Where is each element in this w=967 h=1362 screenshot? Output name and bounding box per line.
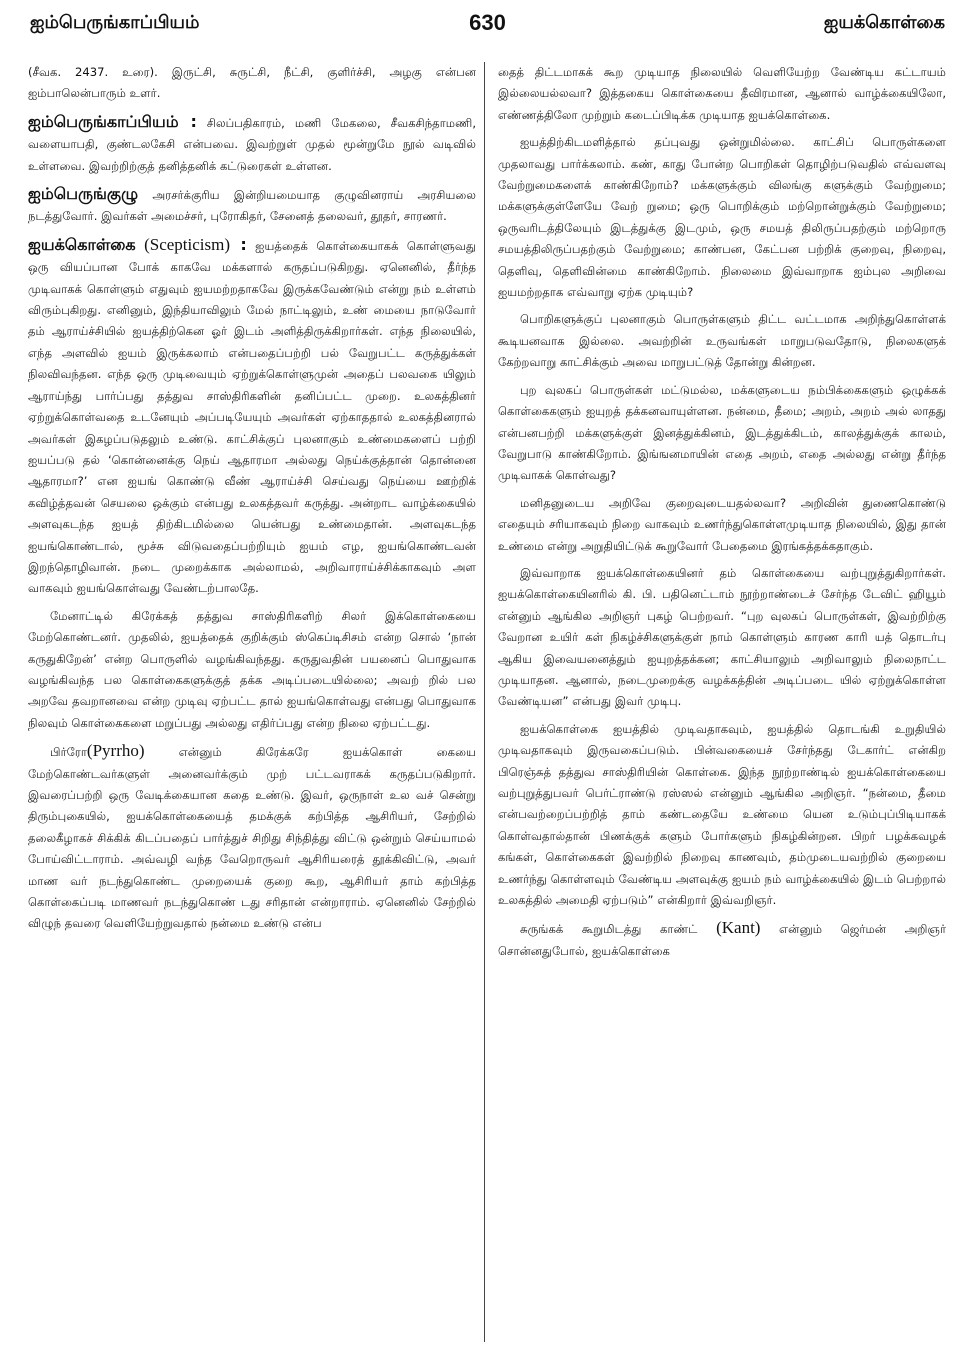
paragraph: புற வுலகப் பொருள்கள் மட்டுமல்ல, மக்களுடைய நம்பிக்கைகளும் ஒழுக்கக் கொள்கைகளும் ஐயுறத் தக்கனவாயுள்ளன. நன்மை, தீமை; அறம், அறம் அல் லாதது என்பனபற்றி மக்களுக்குள் இனத்துக்கினம், இடத்துக்கிடம், காலத்துக்குக் காலம், வேறுபாடு காண்கிறோம். இங்ஙனமாயின் எதை அறம், எதை அல்லது என்று தீர்ந்த முடிவாகக் கொள்வது? xyxy=(498,382,946,483)
running-title-right: ஐயக்கொள்கை xyxy=(823,12,945,33)
paragraph: இவ்வாறாக ஐயக்கொள்கையினர் தம் கொள்கையை வற்புறுத்துகிறார்கள். ஐயக்கொள்கையினரில் கி. பி. பதினெட்டாம் நூற்றாண்டைச் சேர்ந்த டேவிட் ஹியூம் என்னும் ஆங்கில அறிஞர் புகழ் பெற்றவர். “புற வுலகப் பொருள்கள், இவற்றிற்கு வேறான உயிர் கள் நிகழ்ச்சிகளுக்குள் நாம் கொள்ளும் காரண காரி யத் தொடர்பு ஆகிய இவையனைத்தும் ஐயுறத்தக்கன; காட்சியாலும் அறிவாலும் நிலைநாட்ட முடியாதன. ஆனால், நடைமுறைக்கு வழக்கத்தின் அடிப்படை யில் ஏற்றுக்கொள்ள வேண்டியன” என்பது இவர் முடிபு. xyxy=(498,565,946,709)
paragraph: பொறிகளுக்குப் புலனாகும் பொருள்களும் திட்ட வட்டமாக அறிந்துகொள்ளக் கூடியனவாக இல்லை. அவற்றின் உருவங்கள் மாறுபடுவதோடு, நிலைகளுக் கேற்றவாறு காட்சிக்கும் அவை மாறுபட்டுத் தோன்று கின்றன. xyxy=(498,312,946,370)
paragraph-body: சுருங்கக் கூறுமிடத்து காண்ட் xyxy=(520,922,698,937)
paragraph: மனிதனுடைய அறிவே குறைவுடையதல்லவா? அறிவின் துணைகொண்டு எதையும் சரியாகவும் நிறை வாகவும் உணர்ந்துகொள்ளமுடியாத நிலையில், இது தான் உண்மை என்று அறுதியிட்டுக் கூறுவோர் பேதைமை இரங்கத்தக்கதாகும். xyxy=(498,495,946,553)
paragraph: ஐயக்கொள்கை ஐயத்தில் முடிவதாகவும், ஐயத்தில் தொடங்கி உறுதியில் முடிவதாகவும் இருவகைப்படும். பின்வகையைச் சேர்ந்தது டேகார்ட் என்கிற பிரெஞ்சுத் தத்துவ சாஸ்திரியின் கொள்கை. இந்த நூற்றாண்டில் ஐயக்கொள்கையை வற்புறுத்துபவர் பெர்ட்ராண்டு ரஸ்ஸல் என்னும் ஆங்கில அறிஞர். “நன்மை, தீமை என்பவற்றைப்பற்றித் தாம் கண்டதையே உண்மை யென உடும்புப்பிடியாகக் கொள்வதால்தான் பிணக்குக் களும் போர்களும் நிகழ்கின்றன. பிறர் பழக்கவழக் கங்கள், கொள்கைகள் இவற்றில் நிறைவு காணவும், தம்முடையவற்றில் குறையை உணர்ந்து கொள்ளவும் வேண்டிய அளவுக்கு ஐயம் நம் வாழ்க்கையில் இடம் பெற்றால் உலகத்தில் அமைதி ஏற்படும்” என்கிறார் இவ்வறிஞர். xyxy=(498,721,946,908)
running-title-left: ஐம்பெருங்காப்பியம் xyxy=(30,12,200,33)
paragraph: தைத் திட்டமாகக் கூற முடியாத நிலையில் வெளியேற்ற வேண்டிய கட்டாயம் இல்லையல்லவா? இத்தகைய கொள்கையை தீவிரமான, ஆனால் வாழ்க்கையிலோ, எண்ணத்திலோ முற்றும் கடைப்பிடிக்க முடியாத ஐயக்கொள்கை. xyxy=(498,65,946,122)
paragraph: ஐயத்திற்கிடமளித்தால் தப்புவது ஒன்றுமில்லை. காட்சிப் பொருள்களை முதலாவது பார்க்கலாம். கண், காது போன்ற பொறிகள் தொழிற்படுவதில் எவ்வளவு வேற்றுமைகளைக் காண்கிறோம்? மக்களுக்கும் விலங்கு களுக்கும் வேற்றுமை; மக்களுக்குள்ளேயே வேற் றுமை; ஒரு பொறிக்கும் மற்றொன்றுக்கும் வேற்றுமை; ஒருவரிடத்திலேயும் இடத்துக்கு இடமும், ஒரு சமயத் திலிருப்பதற்கும் மற்றொரு சமயத்திலிருப்பதற்கும் வேற்றுமை; காண்பன, கேட்பன பற்றிக் குறைவு, நிறைவு, தெளிவு, தெளிவின்மை காண்கிறோம். நிலைமை இவ்வாறாக ஐம்புல அறிவை ஐயமற்றதாக எவ்வாறு ஏற்க முடியும்? xyxy=(498,135,946,300)
left-column xyxy=(28,62,476,1352)
entry-body: அரசர்க்குரிய இன்றியமையாத குழுவினராய் அரசியலை நடத்துவோர். இவர்கள் அமைச்சர், புரோகிதர், சேனைத் தலைவர், தூதர், சாரணர். xyxy=(28,188,476,224)
paragraph xyxy=(498,917,946,962)
right-column xyxy=(498,62,946,1352)
page-number: 630 xyxy=(469,10,506,35)
paragraph-body: என்னும் ஜெர்மன் அறிஞர் சொன்னதுபோல், ஐயக்கொள்கை xyxy=(498,922,946,958)
entry-heading: ஐயக்கொள்கை xyxy=(28,234,136,254)
entry-heading-latin: (Scepticism) xyxy=(144,234,231,254)
entry-heading-colon: : xyxy=(230,234,247,254)
entry-body: ஐயத்தைக் கொள்கையாகக் கொள்ளுவது ஒரு வியப்பான போக் காகவே மக்களால் கருதப்படுகிறது. ஏனெனில், தீர்ந்த முடிவாகக் கொள்ளும் எதுவும் ஐயமற்றதாகவே இருக்கவேண்டும் என்று நம் உள்ளம் விரும்புகிறது. எனினும், இந்தியாவிலும் மேல் நாட்டிலும், உண் மையை நாடுவோர் தம் ஆராய்ச்சியில் ஐயத்திற்கென ஓர் இடம் அளித்திருக்கிறார்கள். எந்த நிலையில், எந்த அளவில் ஐயம் இருக்கலாம் என்பதைப்பற்றி பல் வேறுபட்ட கருத்துக்கள் நிலவிவந்தன. எந்த ஒரு முடிவையும் ஏற்றுக்கொள்ளுமுன் அதைப் பலவகை யிலும் ஆராய்ந்து பார்ப்பது தத்துவ சாஸ்திரிகளின் தனிப்பட்ட முறை. உலகத்தினர் ஏற்றுக்கொள்வதை உடனேயும் அப்படியேயும் அவர்கள் ஏற்காததால் உலகத்தினரால் அவர்கள் இகழப்படுதலும் உண்டு. காட்சிக்குப் புலனாகும் உண்மைகளைப் பற்றி ஐயப்படு தல் ‘கொன்னைக்கு நெய் ஆதாரமா அல்லது நெய்க்குத்தான் தொன்னை ஆதாரமா?’ என ஐயங் கொண்டு வீண் ஆராய்ச்சி செய்வது நெய்யை ஊற்றிக் கவிழ்த்தவன் செயலை ஒக்கும் என்பது உலகத்தவர் கருத்து. அன்றாட வாழ்க்கையில் அளவுகடந்த ஐயத் திற்கிடமில்லை யென்பது உண்மைதான். அளவுகடந்த ஐயங்கொண்டால், மூச்சு விடுவதைப்பற்றியும் ஐயம் எழ, ஐயங்கொண்டவன் இறந்தொழிவான். நடை முறைக்காக அல்லாமல், அறிவாராய்ச்சிக்காகவும் அள வாகவும் ஐயங்கொள்வது வேண்டற்பாலதே. xyxy=(28,238,476,596)
entry-aimperunkappiyam xyxy=(28,111,476,177)
pyrrho-latin: (Pyrrho) xyxy=(86,741,145,761)
pyrrho-name: பிர்ரோ xyxy=(50,745,87,760)
page-header xyxy=(30,10,945,44)
paragraph-body: என்னும் கிரேக்கரே ஐயக்கொள் கையை மேற்கொண்டவர்களுள் அனைவர்க்கும் முற் பட்டவராகக் கருதப்படுகிறார். இவரைப்பற்றி ஒரு வேடிக்கையான கதை உண்டு. இவர், ஒருநாள் உல வச் சென்று திரும்புகையில், ஐயக்கொள்கையைத் தமக்குக் கற்பித்த ஆசிரியர், சேற்றில் தலைகீழாகச் சிக்கிக் கிடப்பதைப் பார்த்துச் சிறிது சிந்தித்து விட்டு ஒன்றும் செய்யாமல் போய்விட்டாராம். அவ்வழி வந்த வேறொருவர் ஆசிரியரைத் தூக்கிவிட்டு, அவர் மாண வர் நடந்துகொண்ட முறையைக் குறை கூற, ஆசிரியர் தாம் கற்பித்த கொள்கைப்படி மாணவர் நடந்துகொண் டது சரிதான் என்றாராம். ஏனெனில் சேற்றில் விழுந் தவரை வெளியேற்றுவதால் நன்மை உண்டு என்ப xyxy=(28,745,476,931)
column-divider xyxy=(484,62,485,1342)
paragraph xyxy=(28,740,476,935)
kant-latin: (Kant) xyxy=(716,918,761,938)
paragraph: மேனாட்டில் கிரேக்கத் தத்துவ சாஸ்திரிகளிற் சிலர் இக்கொள்கையை மேற்கொண்டனர். முதலில், ஐயத்தைக் குறிக்கும் ஸ்கெப்டிசிசம் என்ற சொல் ‘நான் கருதுகிறேன்’ என்ற பொருளில் வழங்கிவந்தது. கருதுவதின் பயனைப் பொதுவாக வழங்கிவந்த பல கொள்கைகளுக்குத் தக்க அடிப்படையில்லை; அவற் றில் பல அறவே தவறானவை என்ற முடிவு ஏற்பட்ட தால் ஐயங்கொள்வது என்பது பொதுவாக நிலவும் கொள்கைகளை மறுப்பது அல்லது எதிர்ப்பது என்ற நிலை ஏற்பட்டது. xyxy=(28,608,476,730)
entry-scepticism xyxy=(28,234,476,600)
paragraph: (சீவக. 2437. உரை). இருட்சி, சுருட்சி, நீட்சி, குளிர்ச்சி, அழகு என்பன ஐம்பாலென்பாரும் உளர். xyxy=(28,65,476,101)
entry-aimperunkuzhu xyxy=(28,183,476,228)
entry-body: சிலப்பதிகாரம், மணி மேகலை, சீவகசிந்தாமணி, வளையாபதி, குண்டலகேசி என்பவை. இவற்றுள் முதல் மூன்றுமே நூல் வடிவில் உள்ளவை. இவற்றிற்குத் தனித்தனிக் கட்டுரைகள் உள்ளன. xyxy=(28,115,476,173)
entry-heading: ஐம்பெருங்குழு xyxy=(28,184,139,204)
entry-heading: ஐம்பெருங்காப்பியம் : xyxy=(28,111,197,131)
